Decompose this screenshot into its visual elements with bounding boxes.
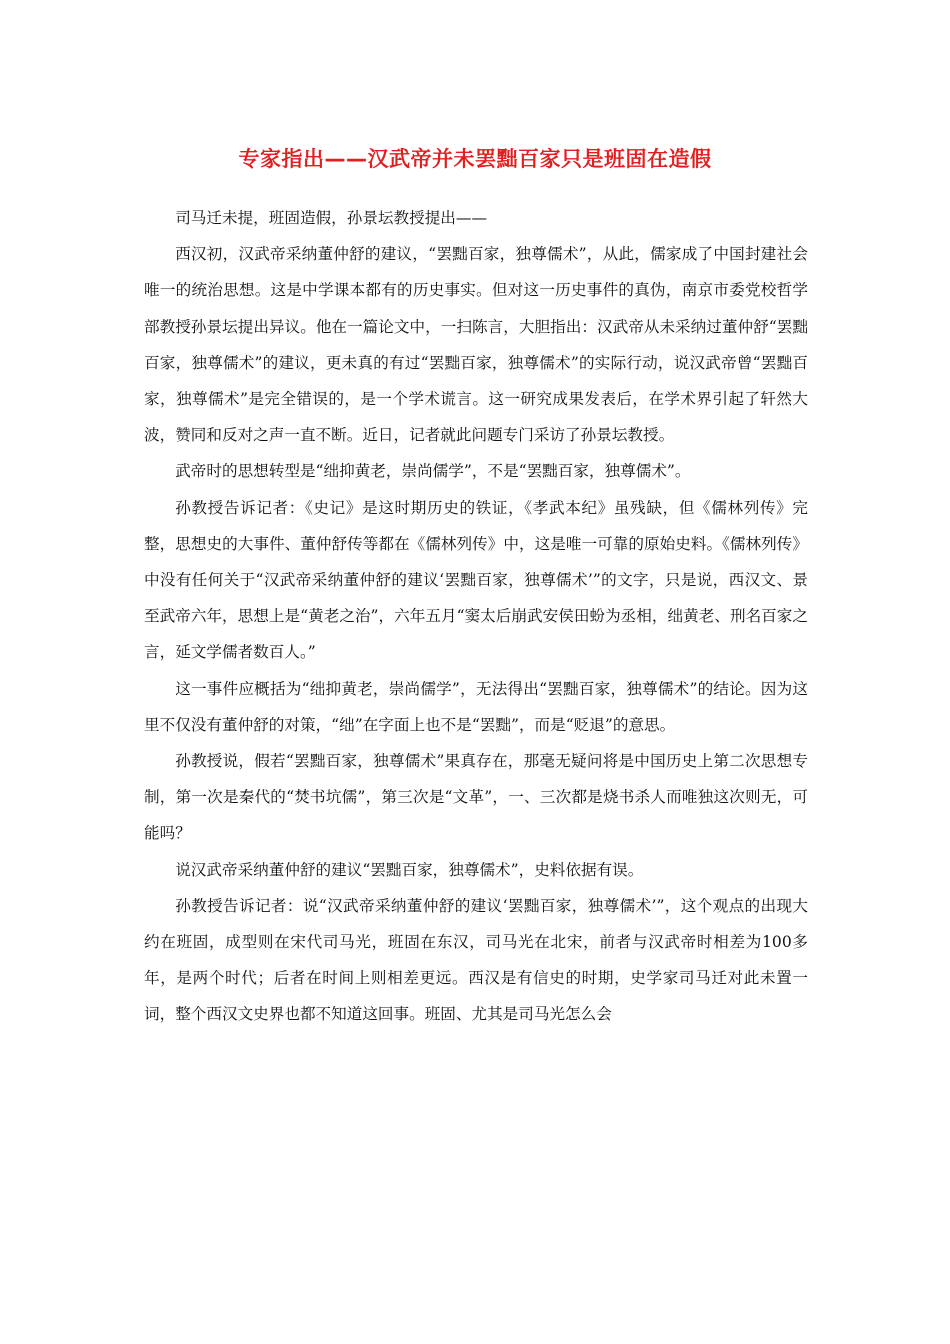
document-title: 专家指出——汉武帝并未罢黜百家只是班固在造假 [238,147,712,171]
paragraph: 武帝时的思想转型是“绌抑黄老，崇尚儒学”，不是“罢黜百家，独尊儒术”。 [175,462,691,481]
paragraph: 司马迁未提，班固造假，孙景坛教授提出—— [175,209,488,227]
paragraph: 这一事件应概括为“绌抑黄老，崇尚儒学”，无法得出“罢黜百家，独尊儒术”的结论。因为这里不仅没有董仲舒的对策，“绌”在字面上也不是“罢黜”，而是“贬退”的意思。 [144,679,808,734]
paragraph: 说汉武帝采纳董仲舒的建议“罢黜百家，独尊儒术”，史料依据有误。 [175,860,644,879]
paragraph: 西汉初，汉武帝采纳董仲舒的建议，“罢黜百家，独尊儒术”，从此，儒家成了中国封建社会唯一的统治思想。这是中学课本都有的历史事实。但对这一历史事件的真伪，南京市委党校哲学部教授孙景坛提出异议。他在一篇论文中，一扫陈言，大胆指出：汉武帝从未采纳过董仲舒“罢黜百家，独尊儒术”的建议，更未真的有过“罢黜百家，独尊儒术”的实际行动，说汉武帝曾“罢黜百家，独尊儒术”是完全错误的，是一个学术谎言。这一研究成果发表后，在学术界引起了轩然大波，赞同和反对之声一直不断。近日，记者就此问题专门采访了孙景坛教授。 [144,245,808,445]
paragraph: 孙教授告诉记者：说“汉武帝采纳董仲舒的建议‘罢黜百家，独尊儒术’”，这个观点的出现大约在班固，成型则在宋代司马光，班固在东汉，司马光在北宋，前者与汉武帝时相差为100多年，是两个时代；后者在时间上则相差更远。西汉是有信史的时期，史学家司马迁对此未置一词，整个西汉文史界也都不知道这回事。班固、尤其是司马光怎么会 [144,896,808,1024]
document-body [144,200,808,1033]
paragraph: 孙教授说，假若“罢黜百家，独尊儒术”果真存在，那毫无疑问将是中国历史上第二次思想专制，第一次是秦代的“焚书坑儒”，第三次是“文革”，一、三次都是烧书杀人而唯独这次则无，可能吗？ [144,752,808,843]
paragraph: 孙教授告诉记者：《史记》是这时期历史的铁证，《孝武本纪》虽残缺，但《儒林列传》完整，思想史的大事件、董仲舒传等都在《儒林列传》中，这是唯一可靠的原始史料。《儒林列传》中没有任何关于“汉武帝采纳董仲舒的建议‘罢黜百家，独尊儒术’”的文字，只是说，西汉文、景至武帝六年，思想上是“黄老之治”，六年五月“窦太后崩武安侯田蚡为丞相，绌黄老、刑名百家之言，延文学儒者数百人。” [144,498,808,662]
